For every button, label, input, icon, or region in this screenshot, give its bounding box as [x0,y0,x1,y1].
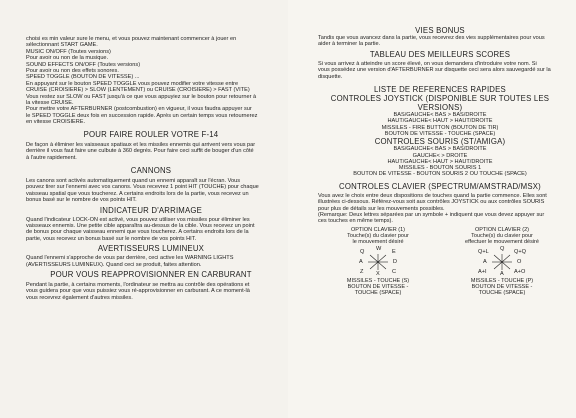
option-foot: BOUTON DE VITESSE - [347,283,409,290]
text-line: disquette. [318,73,343,80]
text-line: partie, vous recevez un bonus basé sur le nombre de vos points HIT. [26,235,197,242]
right-page [288,0,576,418]
text-line: à l'autre rapidement. [26,154,77,161]
option-foot: MISSILES - TOUCHE (P) [470,277,534,284]
bonus-lives-heading: VIES BONUS [415,26,465,35]
option-desc: Touche(s) du clavier pour [471,233,533,240]
mouse-heading: CONTROLES SOURIS (ST/AMIGA) [374,137,506,147]
key-label: O [517,258,522,265]
text-line: sélectionnant START GAME. [26,42,98,49]
text-line: (Remarque: Deux lettres séparées par un symbole + indiquent que vous devez appuyer sur [318,211,545,218]
key-label: Q+L [478,248,489,255]
text-line: derrière il vous faut faire une culbute à 360 degrés. Pour faire ceci suffit de bouger d'un côté [26,148,254,155]
text-line: MUSIC ON/OFF (Toutes versions) [26,48,111,55]
text-line: vous recevrez également d'autres missiles. [26,294,133,301]
text-line: le SPEED TOGGLE deux fois en succession rapide. Après un certain temps vous retournerez [26,112,258,119]
text-line: Vous restez sur SLOW ou FAST jusqu'à ce que vous appuyiez sur le bouton pour retourner à [26,93,257,100]
text-line: Pour avoir ou non des effets sonores. [26,68,119,75]
control-row: HAUT/GAUCHE< HAUT > HAUT/DROITE [387,158,493,165]
key-label: D [393,258,398,265]
text-line: vous possédez une version d'AFTERBURNER sur disquette ceci sera alors sauvegardé sur la [318,67,551,74]
text-line: de bonus pour chaque vaisseau ennemi que vous toucherez. A certains endroits lors de la [26,229,249,236]
key-label: A [500,270,504,277]
keyboard-options [318,227,562,297]
cannons-heading: CANNONS [130,165,172,175]
text-line: la vitesse CRUISE. [26,100,74,107]
key-label: X [376,270,380,277]
option-foot: TOUCHE (SPACE) [478,290,526,297]
control-row: BOUTON DE VITESSE - BOUTON SOURIS 2 OU TOUCHE (SPACE) [353,171,527,178]
text-line: pouvez tirer sur l'ennemi avec vos canons. Vous recevrez 1 point HIT (TOUCHE) pour chaque [26,184,259,191]
option-foot: BOUTON DE VITESSE - [471,283,533,290]
text-line: ces touches en même temps). [318,218,393,225]
option-title: OPTION CLAVIER (1) [351,226,405,233]
text-line: CRUISE (CROISIERE) > SLOW (LENTEMENT) ou CRUISE (CROISIERE) > FAST (VITE) [26,87,250,94]
refuel-heading: POUR VOUS REAPPROVISIONNER EN CARBURANT [50,269,252,279]
aim-heading: INDICATEUR D'ARRIMAGE [99,205,203,215]
text-line: vous guidera pour que vous puissiez vous ré-approvisionner en carburant. A ce moment-là [26,288,250,295]
text-line: Tandis que vous avancez dans la partie, vous recevrez des vies supplémentaires pour vous [318,35,545,41]
key-label: C [392,268,397,275]
key-label: W [376,245,382,252]
text-line: Quand l'indicateur LOCK-ON est activé, vous pouvez utiliser vos missiles pour éliminer les [26,216,250,223]
quick-reference-heading: LISTE DE REFERENCES RAPIDES [374,85,506,95]
text-line: pour plus de détails sur les mouvements possibles. [318,205,445,212]
warning-lights-heading: AVERTISSEURS LUMINEUX [97,244,205,254]
key-label: Q [500,245,505,252]
text-line: bonus basé sur le nombre de vos points HIT. [26,197,137,204]
keyboard-option-2 [442,227,562,297]
text-line: Les canons sont activés automatiquement quand un ennemi apparaît sur l'écran. Vous [26,177,241,184]
text-line: aider à terminer la partie. [318,41,381,48]
key-label: Z [360,268,364,275]
text-line: Pour avoir ou non de la musique. [26,55,109,62]
text-line: De façon à éliminer les vaisseaux spatiaux et les missiles ennemis qui arrivent vers vous par [26,141,256,148]
text-line: illustrées ci-dessous. Référez-vous soit aux contrôles JOYSTICK ou aux contrôles SOURIS [318,199,545,206]
text-line: (AVERTISSEURS LUMINEUX). Quand ceci se produit, faites attention. [26,261,202,268]
text-line: En appuyant sur le bouton SPEED TOGGLE vous pouvez modifier votre vitesse entre [26,80,239,87]
text-line: Vous avez le choix entre deux dispositions de touches quand la partie commence. Elles sont [318,192,547,199]
text-line: Si vous arrivez à atteindre un score élevé, on vous demandera d'introduire votre nom. Si [318,60,537,67]
key-diagram [474,247,530,277]
key-label: Q [360,248,365,255]
keyboard-option-1 [318,227,438,297]
text-line: en vitesse CROISIERE. [26,119,86,126]
key-label: A [359,258,363,265]
option-title: OPTION CLAVIER (2) [475,226,529,233]
key-label: A+O [514,268,526,275]
control-row: HAUT/GAUCHE< HAUT > HAUT/DROITE [387,118,493,125]
key-label: A+I [478,268,487,275]
keyboard-heading: CONTROLES CLAVIER (SPECTRUM/AMSTRAD/MSX) [339,181,541,191]
key-diagram [350,247,406,277]
control-row: BAS/GAUCHE< BAS > BAS/DROITE [393,112,487,119]
control-row: GAUCHE< > DROITE [412,152,468,159]
text-line: vaisseau spatial que vous toucherez. A certains endroits lors de la partie, vous recevez un [26,190,249,197]
roll-heading: POUR FAIRE ROULER VOTRE F-14 [83,129,219,139]
text-line: SPEED TOGGLE (BOUTON DE VITESSE) ... [26,74,140,81]
control-row: MISSILES - BOUTON SOURIS 1 [398,165,482,172]
text-line: Pendant la partie, à certains moments, l'ordinateur se mettra au contrôle des opérations et [26,281,250,288]
option-desc: le mouvement désiré [352,239,404,246]
control-row: MISSILES - FIRE BUTTON (BOUTON DE TIR) [381,124,499,131]
option-desc: effectuer le mouvement désiré [465,239,539,246]
text-line: vaisseaux ennemis. Une petite cible apparaîtra au-dessus de la cible. Vous recevez un point [26,222,255,229]
control-row: BAS/GAUCHE< BAS > BAS/DROITE [393,146,487,153]
intro-section [26,36,276,126]
key-label: Q+Q [514,248,526,255]
control-row: BOUTON DE VITESSE - TOUCHE (SPACE) [384,130,496,137]
option-foot: MISSILES - TOUCHE (S) [346,277,410,284]
option-desc: Touche(s) du clavier pour [347,233,409,240]
text-line: Quand l'ennemi s'approche de vous par derrière, ceci active les WARNING LIGHTS [26,255,234,262]
text-line: Pour mettre votre AFTERBURNER (postcombustion) en vigueur, il vous faudra appuyer sur [26,106,252,113]
text-line: choisi es min valeur sure le menu, et vous pouvez maintenant commencer à jouer en [26,36,237,42]
key-label: E [392,248,396,255]
key-label: A [483,258,487,265]
option-foot: TOUCHE (SPACE) [354,290,402,297]
high-scores-heading: TABLEAU DES MEILLEURS SCORES [369,49,511,59]
joystick-heading: CONTROLES JOYSTICK (DISPONIBLE SUR TOUTES LES VERSIONS) [330,94,550,113]
text-line: SOUND EFFECTS ON/OFF (Toutes versions) [26,61,141,68]
